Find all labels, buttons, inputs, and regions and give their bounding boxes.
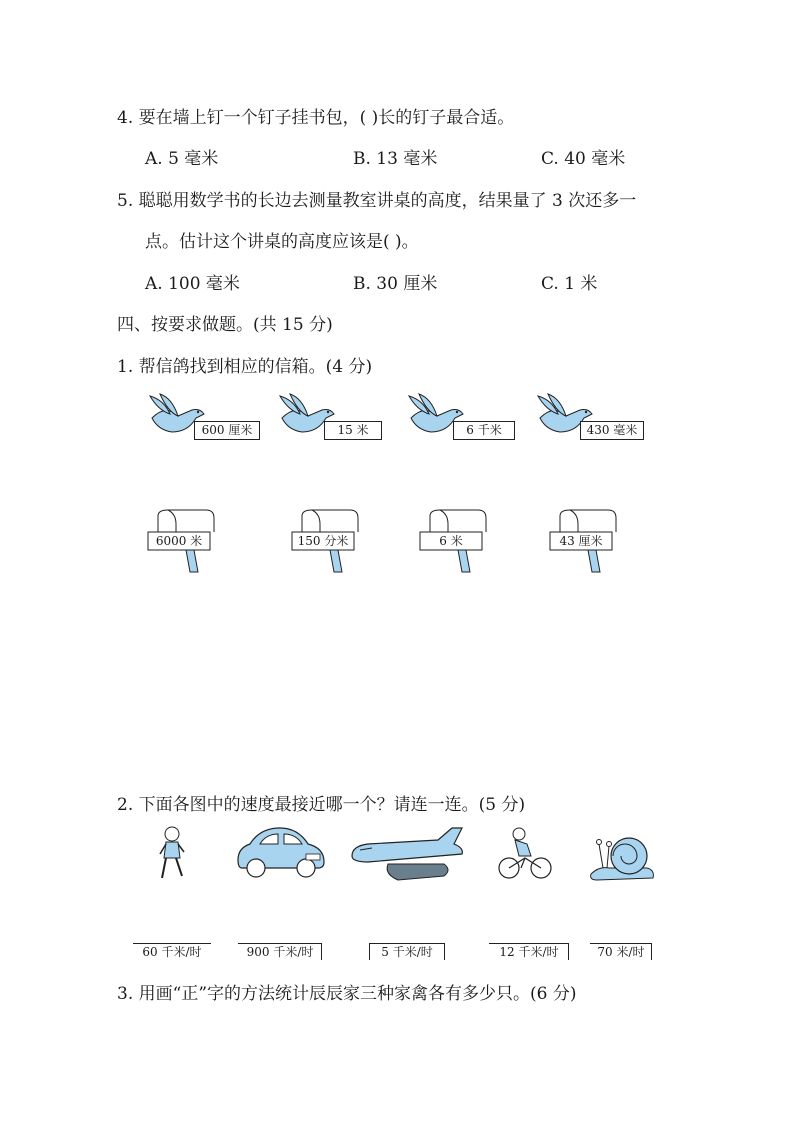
mailbox-label: 43 厘米: [559, 534, 603, 548]
speed-label-text: 5 千米/时: [381, 945, 433, 959]
speed-label-4[interactable]: [489, 943, 569, 960]
mailbox-card-2[interactable]: [292, 510, 362, 572]
part-1-title: 1. 帮信鸽找到相应的信箱。(4 分): [117, 357, 373, 377]
car-icon[interactable]: [234, 824, 326, 880]
mailbox-label: 6000 米: [155, 534, 203, 548]
airplane-icon[interactable]: [348, 826, 468, 882]
pigeon-label: 6 千米: [453, 421, 515, 440]
question-5-option-a: A. 100 毫米: [145, 274, 240, 294]
part-2-title: 2. 下面各图中的速度最接近哪一个？请连一连。(5 分): [117, 795, 526, 815]
speed-label-text: 900 千米/时: [246, 945, 314, 959]
pigeon-label: 600 厘米: [194, 421, 260, 440]
speed-label-text: 12 千米/时: [499, 945, 559, 959]
walking-child-icon[interactable]: [156, 826, 190, 880]
section-4-heading: 四、按要求做题。(共 15 分): [117, 315, 333, 335]
pigeon-card-1[interactable]: [148, 388, 260, 444]
question-4-text: 4. 要在墙上钉一个钉子挂书包，( )长的钉子最合适。: [117, 108, 515, 128]
speed-label-3[interactable]: [369, 943, 445, 960]
question-4-option-b: B. 13 毫米: [353, 149, 438, 169]
speed-label-1[interactable]: [133, 943, 211, 960]
part-3-title: 3. 用画“正”字的方法统计辰辰家三种家禽各有多少只。(6 分): [117, 984, 577, 1004]
question-5-option-b: B. 30 厘米: [353, 274, 438, 294]
cyclist-icon[interactable]: [497, 826, 553, 882]
pigeon-card-4[interactable]: [536, 388, 648, 444]
mailbox-card-1[interactable]: [148, 510, 218, 572]
mailbox-card-4[interactable]: [550, 510, 620, 572]
question-5-option-c: C. 1 米: [541, 274, 598, 294]
mailbox-label: 6 米: [439, 534, 463, 548]
pigeon-card-2[interactable]: [278, 388, 390, 444]
mailbox-card-3[interactable]: [420, 510, 490, 572]
question-4-option-a: A. 5 毫米: [145, 149, 219, 169]
speed-label-text: 70 米/时: [597, 945, 645, 959]
speed-label-2[interactable]: [238, 943, 322, 960]
mailbox-label: 150 分米: [297, 534, 349, 548]
question-4-option-c: C. 40 毫米: [541, 149, 626, 169]
pigeon-label: 430 毫米: [580, 421, 644, 440]
speed-label-5[interactable]: [590, 943, 652, 960]
speed-label-text: 60 千米/时: [142, 945, 202, 959]
snail-icon[interactable]: [589, 826, 655, 882]
pigeon-label: 15 米: [324, 421, 382, 440]
pigeon-card-3[interactable]: [407, 388, 519, 444]
question-5-text-line1: 5. 聪聪用数学书的长边去测量教室讲桌的高度，结果量了 3 次还多一: [117, 191, 637, 211]
question-5-text-line2: 点。估计这个讲桌的高度应该是( )。: [145, 232, 419, 252]
